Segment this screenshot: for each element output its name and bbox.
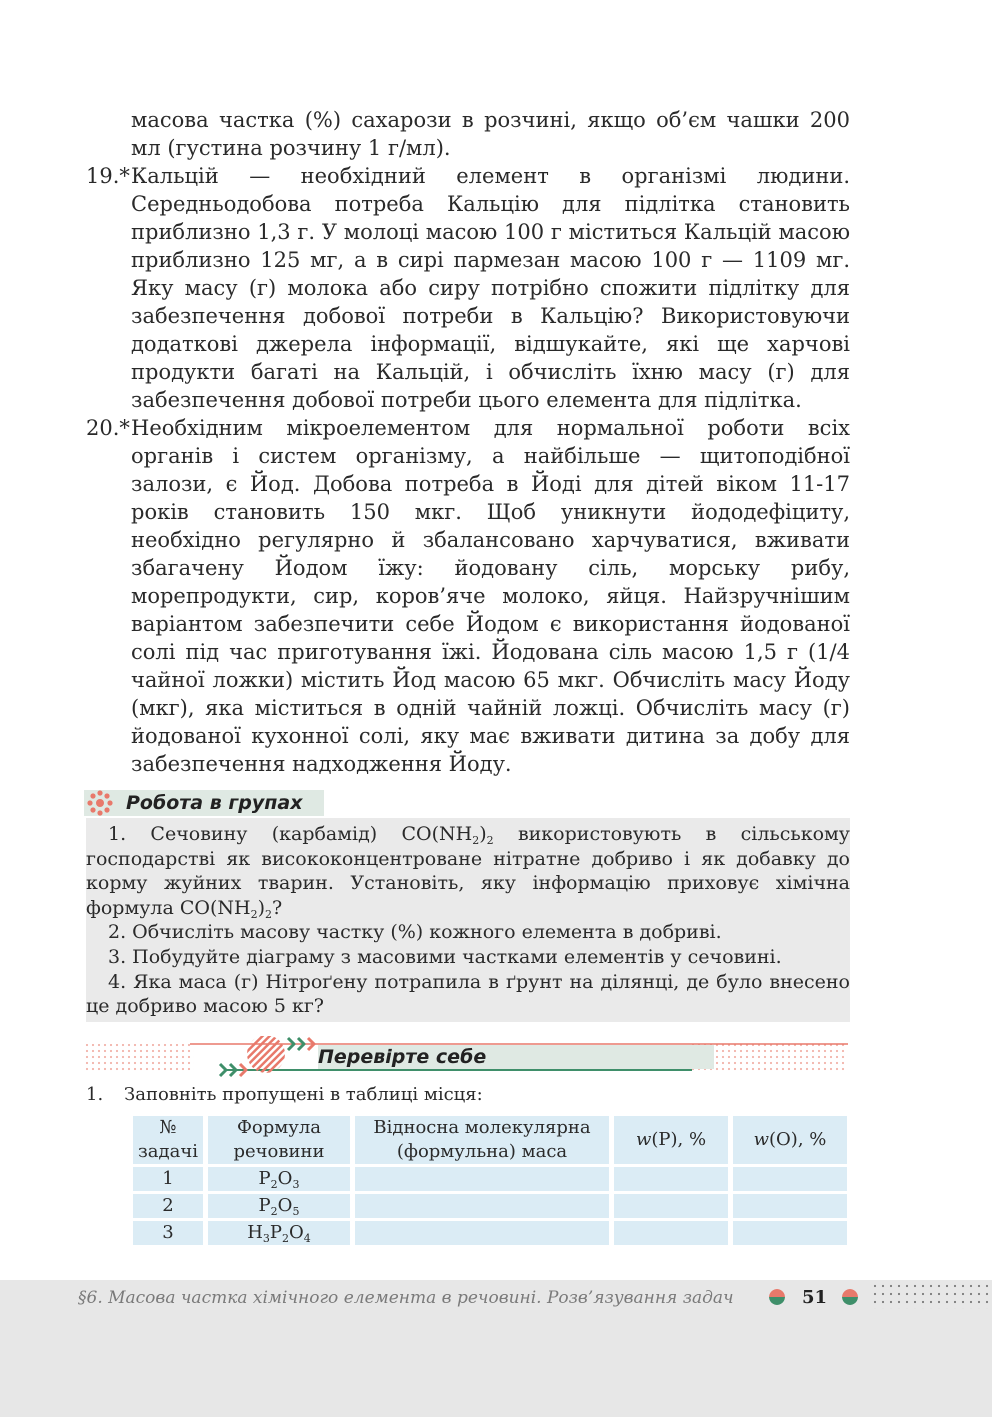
cell-number: 1	[133, 1167, 203, 1191]
table-row	[133, 1194, 847, 1218]
header-formula: Формула речовини	[208, 1116, 350, 1164]
header-task-number: № задачі	[133, 1116, 203, 1164]
table-row	[133, 1221, 847, 1245]
cell-formula: $H_3P_2O_4$	[208, 1221, 350, 1245]
cell-empty	[614, 1194, 728, 1218]
cell-empty	[733, 1194, 847, 1218]
group-question-2: 2. Обчисліть масову частку (%) кожного елемента в добриві.	[108, 921, 722, 944]
group-question-1: 1. Сечовину (карбамід) $CO(NH_2)_2$ використовують в сільському господарстві як висококонцентроване нітратне добриво і як добавку до корму жуйних тварин. Установіть, яку інформацію приховує хімічна формула $CO(NH_2)_2$?	[86, 823, 850, 921]
cell-empty	[614, 1221, 728, 1245]
decorative-dot-grid	[872, 1283, 990, 1309]
cell-empty	[355, 1194, 609, 1218]
group-work-title: Робота в групах	[126, 792, 303, 814]
problem-19	[86, 162, 850, 414]
cell-number: 3	[133, 1221, 203, 1245]
check-task-1-number: 1.	[86, 1084, 104, 1105]
problem-18-continuation: масова частка (%) сахарози в розчині, якщо об’єм чашки 200 мл (густина розчину 1 г/мл).	[131, 108, 850, 160]
coral-dot-icon	[769, 1289, 785, 1305]
header-w-p: w(P), %	[614, 1116, 728, 1164]
problem-20-text: Необхідним мікроелементом для нормальної роботи всіх органів і систем організму, а найбільше — щитоподібної залози, є Йод. Добова потреба в Йоді для дітей віком 11-17 років становить 150 мкг. Щоб уникнути йододефіциту, необхідно регулярно й збалансовано харчуватися, вживати збагачену Йодом їжу: йодовану сіль, морську рибу, морепродукти, сир, коров’яче молоко, яйця. Найзручнішим варіантом забезпечити себе Йодом є використання йодованої солі під час приготування їжі. Йодована сіль масою 1,5 г (1/4 чайної ложки) містить Йод масою 65 мкг. Обчисліть масу Йоду (мкг), яка міститься в одній чайній ложці. Обчисліть масу (г) йодованої кухонної солі, яку має вживати дитина за добу для забезпечення надходження Йоду.	[131, 416, 850, 776]
cell-number: 2	[133, 1194, 203, 1218]
coral-dot-icon	[842, 1289, 858, 1305]
check-task-1	[86, 1083, 483, 1107]
check-yourself-title: Перевірте себе	[318, 1046, 487, 1068]
cell-formula: $P_2O_3$	[208, 1167, 350, 1191]
problem-19-text: Кальцій — необхідний елемент в організмі людини. Середньодобова потреба Кальцію для підлітка становить приблизно 1,3 г. У молоці масою 100 г міститься Кальцій масою приблизно 125 мг, а в сирі пармезан масою 100 г — 1109 мг. Яку масу (г) молока або сиру потрібно спожити підлітку для забезпечення добової потреби в Кальцію? Використовуючи додаткові джерела інформації, відшукайте, які ще харчові продукти багаті на Кальцій, і обчисліть їхню масу (г) для забезпечення добової потреби цього елемента для підлітка.	[131, 164, 850, 412]
header-w-o: w(O), %	[733, 1116, 847, 1164]
cell-empty	[733, 1221, 847, 1245]
cell-formula: $P_2O_5$	[208, 1194, 350, 1218]
problem-20	[86, 414, 850, 778]
header-molecular-mass: Відносна молекулярна (формульна) маса	[355, 1116, 609, 1164]
fill-in-table	[128, 1113, 852, 1248]
page-number: 51	[802, 1287, 828, 1308]
check-task-1-text: Заповніть пропущені в таблиці місця:	[124, 1084, 483, 1105]
cell-empty	[614, 1167, 728, 1191]
group-work-questions	[86, 822, 850, 1019]
cell-empty	[355, 1167, 609, 1191]
problems-text	[86, 106, 850, 778]
problem-19-number: 19.*	[86, 164, 130, 188]
group-question-4: 4. Яка маса (г) Нітроґену потрапила в ґрунт на ділянці, де було внесено це добриво масою 5 кг?	[86, 970, 850, 1018]
footer-section-title: §6. Масова частка хімічного елемента в речовині. Розв’язування задач	[78, 1288, 734, 1308]
table-row	[133, 1167, 847, 1191]
group-question-3: 3. Побудуйте діаграму з масовими частками елементів у сечовині.	[108, 945, 782, 968]
cell-empty	[355, 1221, 609, 1245]
cell-empty	[733, 1167, 847, 1191]
table-header-row	[133, 1116, 847, 1164]
group-work-icon	[86, 789, 114, 817]
problem-20-number: 20.*	[86, 416, 130, 440]
